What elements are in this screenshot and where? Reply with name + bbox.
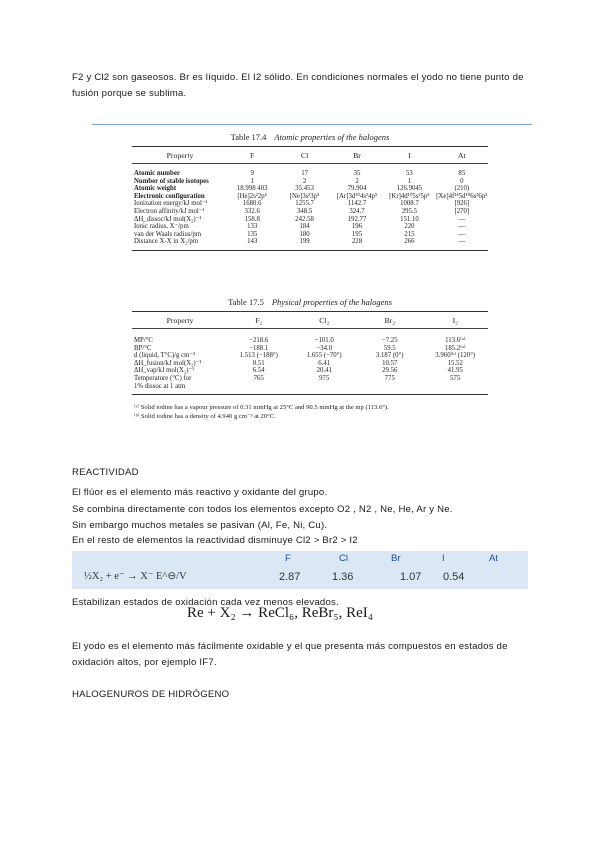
table-header-cell: F₂ <box>255 315 263 325</box>
potential-header-cl: Cl <box>339 553 349 564</box>
reactividad-line-2: Se combina directamente con todos los elementos excepto O2 , N2 , Ne, He, Ar y Ne. <box>72 504 453 515</box>
table-cell: 199 <box>299 238 310 246</box>
table-cell: 10.57 <box>382 359 398 367</box>
table-header-cell: Property <box>166 315 194 325</box>
table-cell: 17 <box>301 170 308 177</box>
potential-value-cl: 1.36 <box>332 571 354 583</box>
table-row <box>132 367 488 375</box>
table-cell: −101.0 <box>314 337 334 344</box>
table-cell: 348.5 <box>296 207 313 215</box>
table-footnote: ⁽ᵇ⁾ Solid iodine has a density of 4.940 g cm⁻³ at 20°C. <box>134 413 276 421</box>
table-cell: [He]2s²2p⁵ <box>237 192 268 200</box>
table-cell: 135 <box>247 230 258 238</box>
table-body <box>132 329 488 394</box>
table-cell: 195 <box>351 230 363 238</box>
table-cell: 1% dissoc at 1 atm <box>134 382 186 390</box>
table-header-row <box>132 312 488 328</box>
table-row <box>132 360 488 368</box>
table-header-cell: Cl₂ <box>319 315 330 325</box>
table-cell: Electron affinity/kJ mol⁻¹ <box>134 207 205 215</box>
table-cell: ΔH_vap/kJ mol(X₂)⁻¹ <box>134 367 195 375</box>
table-cell: −188.1 <box>249 344 269 352</box>
table-caption <box>132 297 488 307</box>
table-row <box>132 170 488 178</box>
table-cell: 126.9045 <box>396 185 423 193</box>
table-cell: 133 <box>247 223 258 231</box>
table-cell: 35.453 <box>295 185 314 193</box>
potential-header-at: At <box>489 553 499 564</box>
table-cell: (210) <box>454 185 470 193</box>
table-cell: [Xe]4f¹⁴5d¹⁰6s²6p⁵ <box>436 192 488 200</box>
potential-header-f: F <box>285 553 291 564</box>
table-header-cell: Cl <box>300 150 309 160</box>
table-row <box>132 216 488 224</box>
table-cell: 143 <box>247 238 258 246</box>
table-row <box>132 352 488 360</box>
table-cell: Atomic weight <box>134 185 177 193</box>
reactividad-line-4: En el resto de elementos la reactividad disminuye Cl2 > Br2 > I2 <box>72 535 358 546</box>
table-row <box>132 238 488 246</box>
potential-header-br: Br <box>391 553 401 564</box>
table-cell: Ionization energy/kJ mol⁻¹ <box>134 200 208 208</box>
table-header-cell: Br₂ <box>384 315 395 325</box>
table-cell: 185.2⁽ᵃ⁾ <box>445 344 466 352</box>
table-cell: 113.6⁽ᵃ⁾ <box>445 337 466 344</box>
table-cell: d (liquid, T°C)/g cm⁻³ <box>134 352 196 360</box>
table-header-cell: Property <box>166 150 194 160</box>
table-cell: — <box>458 223 466 231</box>
potential-value-f: 2.87 <box>279 571 301 583</box>
table-cell: [Kr]4d¹⁰5s²5p⁵ <box>389 192 430 200</box>
table-cell: — <box>458 215 466 223</box>
halogenuros-heading: HALOGENUROS DE HIDRÓGENO <box>72 689 230 700</box>
table-cell: 1 <box>407 177 412 185</box>
table-cell: — <box>458 230 466 238</box>
intro-paragraph: F2 y Cl2 son gaseosos. Br es líquido. El I2 sólido. En condiciones normales el yodo no tiene punto de fusión porque se sublima. <box>72 72 524 99</box>
table-header-cell: I <box>408 150 411 160</box>
table-cell: [926] <box>454 200 470 208</box>
table-cell: 6.54 <box>252 367 265 375</box>
table-cell: 215 <box>404 230 415 238</box>
table-cell: ΔH_fusion/kJ mol(X₂)⁻¹ <box>134 359 202 367</box>
table-cell: 2 <box>302 177 307 185</box>
table-cell: 3.960⁽ᵇ⁾ (120°) <box>435 352 476 360</box>
table-cell: 29.56 <box>382 367 398 375</box>
table-cell: 2 <box>355 177 359 185</box>
potential-value-br: 1.07 <box>400 571 422 583</box>
table-cell: 79.904 <box>347 185 367 193</box>
table-cell: 158.8 <box>244 215 260 223</box>
table-cell: 151.10 <box>400 215 419 223</box>
table-cell: 1680.6 <box>242 200 262 208</box>
table-cell: 20.41 <box>316 367 332 375</box>
table-cell: [Ne]3s²3p⁵ <box>289 192 320 200</box>
table-row <box>132 178 488 186</box>
table-header-cell: I₂ <box>452 315 458 325</box>
potential-header-i: I <box>442 553 445 564</box>
table-cell: 184 <box>299 223 310 231</box>
table-cell: 41.95 <box>447 367 463 375</box>
table-cell: 0 <box>460 177 464 185</box>
table-cell: 295.5 <box>401 207 418 215</box>
physical-properties-table <box>132 297 488 421</box>
table-row <box>132 223 488 231</box>
table-cell: [270] <box>454 207 470 215</box>
table-cell: 1.655 (−70°) <box>306 352 342 360</box>
table-rule <box>132 394 488 395</box>
table-cell: −34.0 <box>316 344 333 352</box>
table-cell: 975 <box>319 374 330 382</box>
table-label: Table 17.5 <box>228 297 264 307</box>
table-cell: van der Waals radius/pm <box>134 230 202 238</box>
table-cell: — <box>458 238 466 246</box>
table-row <box>132 193 488 201</box>
table-cell: Electronic configuration <box>134 192 205 200</box>
table-row <box>132 337 488 345</box>
table-row <box>132 383 488 391</box>
reactividad-heading: REACTIVIDAD <box>72 467 139 478</box>
table-cell: 242.58 <box>295 215 314 223</box>
table-cell: 6.41 <box>318 359 331 367</box>
yodo-paragraph: El yodo es el elemento más fácilmente oxidable y el que presenta más compuestos en estados de oxidación altos, por ejemplo IF7. <box>72 641 508 668</box>
table-cell: 765 <box>253 374 264 382</box>
atomic-properties-table <box>132 132 488 251</box>
table-cell: MP/°C <box>134 337 153 344</box>
table-cell: 3.187 (0°) <box>375 352 404 360</box>
table-body <box>132 164 488 250</box>
table-cell: 180 <box>299 230 310 238</box>
table-row <box>132 185 488 193</box>
table-footnote: ⁽ᵃ⁾ Solid iodine has a vapour pressure of 0.31 mmHg at 25°C and 90.5 mmHg at the mp (113.6°). <box>134 404 389 412</box>
table-cell: 18.998 403 <box>236 185 268 193</box>
table-cell: 0.51 <box>252 359 265 367</box>
table-cell: 1255.7 <box>295 200 314 208</box>
table-header-cell: At <box>457 150 466 160</box>
table-header-cell: Br <box>353 150 361 160</box>
table-cell: 53 <box>406 170 413 177</box>
potential-row-label: ½X₂ + e⁻ → X⁻ E^⊖/V <box>84 571 187 582</box>
table-cell: 1.513 (−188°) <box>239 352 278 360</box>
oxidation-text: Estabilizan estados de oxidación cada vez menos elevados. <box>72 597 339 608</box>
reactividad-line-1: El flúor es el elemento más reactivo y oxidante del grupo. <box>72 487 328 498</box>
table-cell: 1142.7 <box>347 200 367 208</box>
table-rule <box>132 250 488 251</box>
table-row <box>132 208 488 216</box>
table-cell: 85 <box>458 170 466 177</box>
table-cell: [Ar]3d¹⁰4s²4p⁵ <box>336 192 378 200</box>
table-row <box>132 375 488 383</box>
table-cell: 1008.7 <box>400 200 419 208</box>
table-cell: 266 <box>404 238 415 246</box>
table-cell: 1 <box>250 177 254 185</box>
separator-line <box>92 124 532 125</box>
table-cell: Distance X-X in X₂/pm <box>134 238 199 246</box>
table-cell: 575 <box>450 374 461 382</box>
table-cell: Ionic radius, X⁻/pm <box>134 223 189 231</box>
table-header-row <box>132 147 488 163</box>
table-row <box>132 200 488 208</box>
table-cell: Number of stable isotopes <box>134 177 209 185</box>
table-title: Atomic properties of the halogens <box>274 132 390 142</box>
table-cell: Atomic number <box>134 170 180 177</box>
reactividad-line-3: Sin embargo muchos metales se pasivan (Al, Fe, Ni, Cu). <box>72 520 328 531</box>
potential-value-i: 0.54 <box>443 571 465 583</box>
table-header-cell: F <box>250 150 255 160</box>
table-cell: −7.25 <box>381 337 398 344</box>
table-cell: Temperature (°C) for <box>134 374 192 382</box>
table-caption <box>132 132 488 142</box>
rhenium-formula: Re + X₂ → ReCl₆, ReBr₅, ReI₄ <box>187 605 374 621</box>
table-cell: 324.7 <box>349 207 365 215</box>
table-cell: 9 <box>250 170 254 177</box>
table-row <box>132 231 488 239</box>
table-cell: 196 <box>351 223 363 231</box>
table-cell: 192.77 <box>347 215 367 223</box>
table-footnotes <box>132 403 488 421</box>
table-cell: −218.6 <box>249 337 269 344</box>
table-cell: ΔH_dissoc/kJ mol(X₂)⁻¹ <box>134 215 202 223</box>
table-cell: BP/°C <box>134 344 152 352</box>
table-label: Table 17.4 <box>230 132 267 142</box>
table-cell: 332.6 <box>244 207 260 215</box>
table-cell: 35 <box>353 170 361 177</box>
table-cell: 59.5 <box>383 344 396 352</box>
table-cell: 775 <box>384 374 395 382</box>
table-cell: 228 <box>351 238 363 246</box>
table-title: Physical properties of the halogens <box>271 297 392 307</box>
table-cell: 15.52 <box>447 359 463 367</box>
table-cell: 220 <box>404 223 415 231</box>
